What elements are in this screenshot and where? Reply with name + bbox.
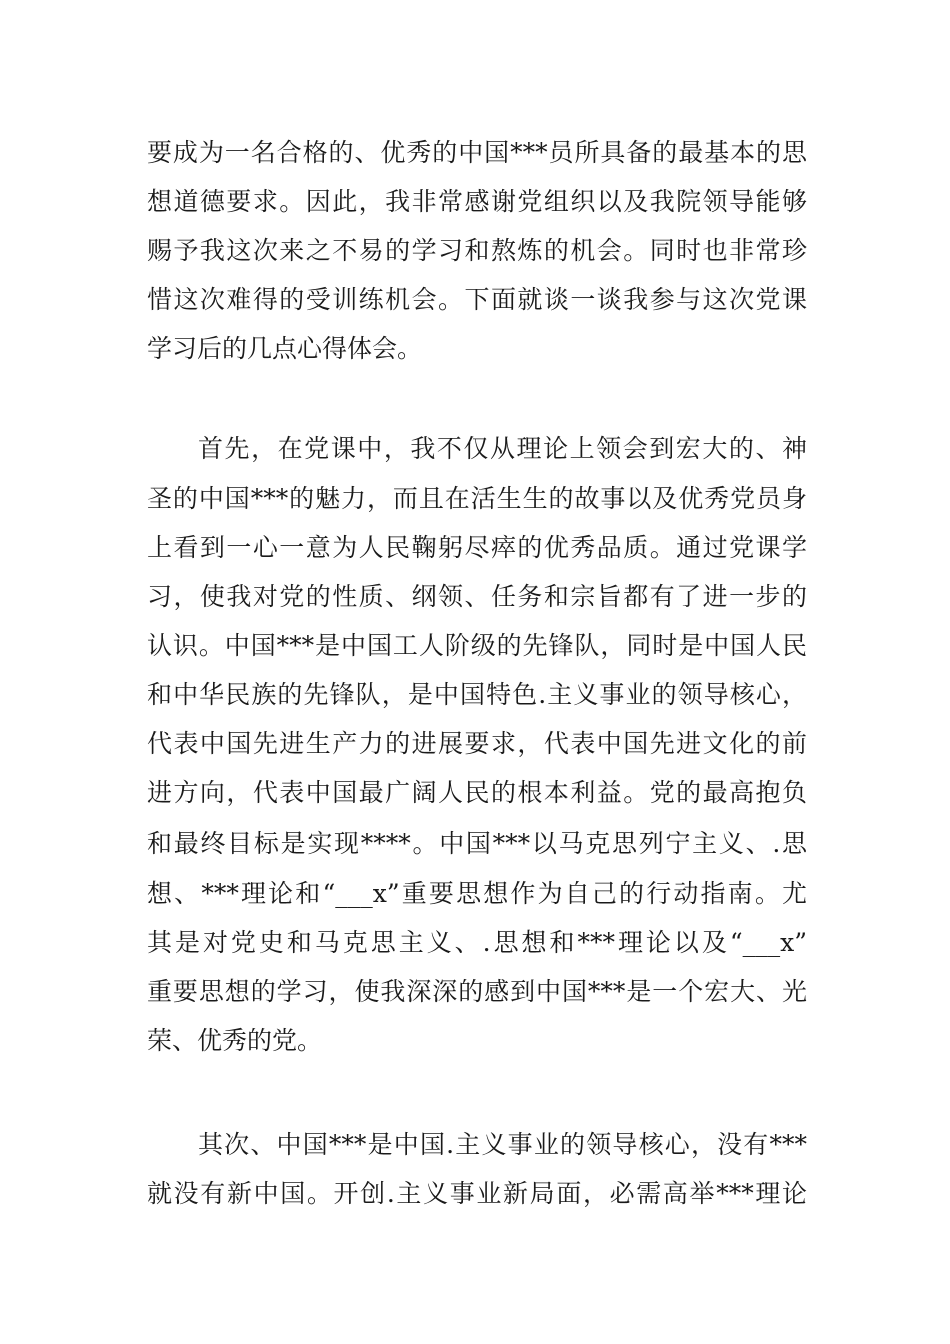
paragraph-2-line-5: 认识。中国***是中国工人阶级的先锋队，同时是中国人民	[147, 631, 807, 660]
paragraph-2-line-8: 进方向，代表中国最广阔人民的根本利益。党的最高抱负	[147, 778, 807, 807]
paragraph-1-line-3: 赐予我这次来之不易的学习和熬炼的机会。同时也非常珍	[147, 236, 807, 265]
paragraph-3-line-2: 就没有新中国。开创.主义事业新局面，必需高举***理论	[147, 1179, 807, 1208]
paragraph-2-line-9: 和最终目标是实现****。中国***以马克思列宁主义、.思	[147, 829, 807, 858]
paragraph-2-line-12: 重要思想的学习，使我深深的感到中国***是一个宏大、光	[147, 977, 807, 1006]
paragraph-2-line-2: 圣的中国***的魅力，而且在活生生的故事以及优秀党员身	[147, 484, 807, 513]
paragraph-1-line-1: 要成为一名合格的、优秀的中国***员所具备的最基本的思	[147, 138, 807, 167]
paragraph-3-line-1: 其次、中国***是中国.主义事业的领导核心，没有***	[198, 1130, 807, 1159]
paragraph-1-line-5: 学习后的几点心得体会。	[147, 334, 423, 363]
paragraph-2-line-1: 首先，在党课中，我不仅从理论上领会到宏大的、神	[198, 434, 807, 463]
paragraph-2-line-10: 想、***理论和“___x”重要思想作为自己的行动指南。尤	[147, 879, 807, 908]
paragraph-2-line-6: 和中华民族的先锋队，是中国特色.主义事业的领导核心，	[147, 680, 807, 709]
paragraph-2-line-13: 荣、优秀的党。	[147, 1026, 323, 1055]
paragraph-2-line-3: 上看到一心一意为人民鞠躬尽瘁的优秀品质。通过党课学	[147, 533, 807, 562]
paragraph-2-line-4: 习，使我对党的性质、纲领、任务和宗旨都有了进一步的	[147, 582, 807, 611]
paragraph-2-line-7: 代表中国先进生产力的进展要求，代表中国先进文化的前	[147, 729, 807, 758]
paragraph-1-line-2: 想道德要求。因此，我非常感谢党组织以及我院领导能够	[147, 187, 807, 216]
paragraph-1-line-4: 惜这次难得的受训练机会。下面就谈一谈我参与这次党课	[147, 285, 807, 314]
paragraph-2-line-11: 其是对党史和马克思主义、.思想和***理论以及“___x”	[147, 928, 807, 957]
